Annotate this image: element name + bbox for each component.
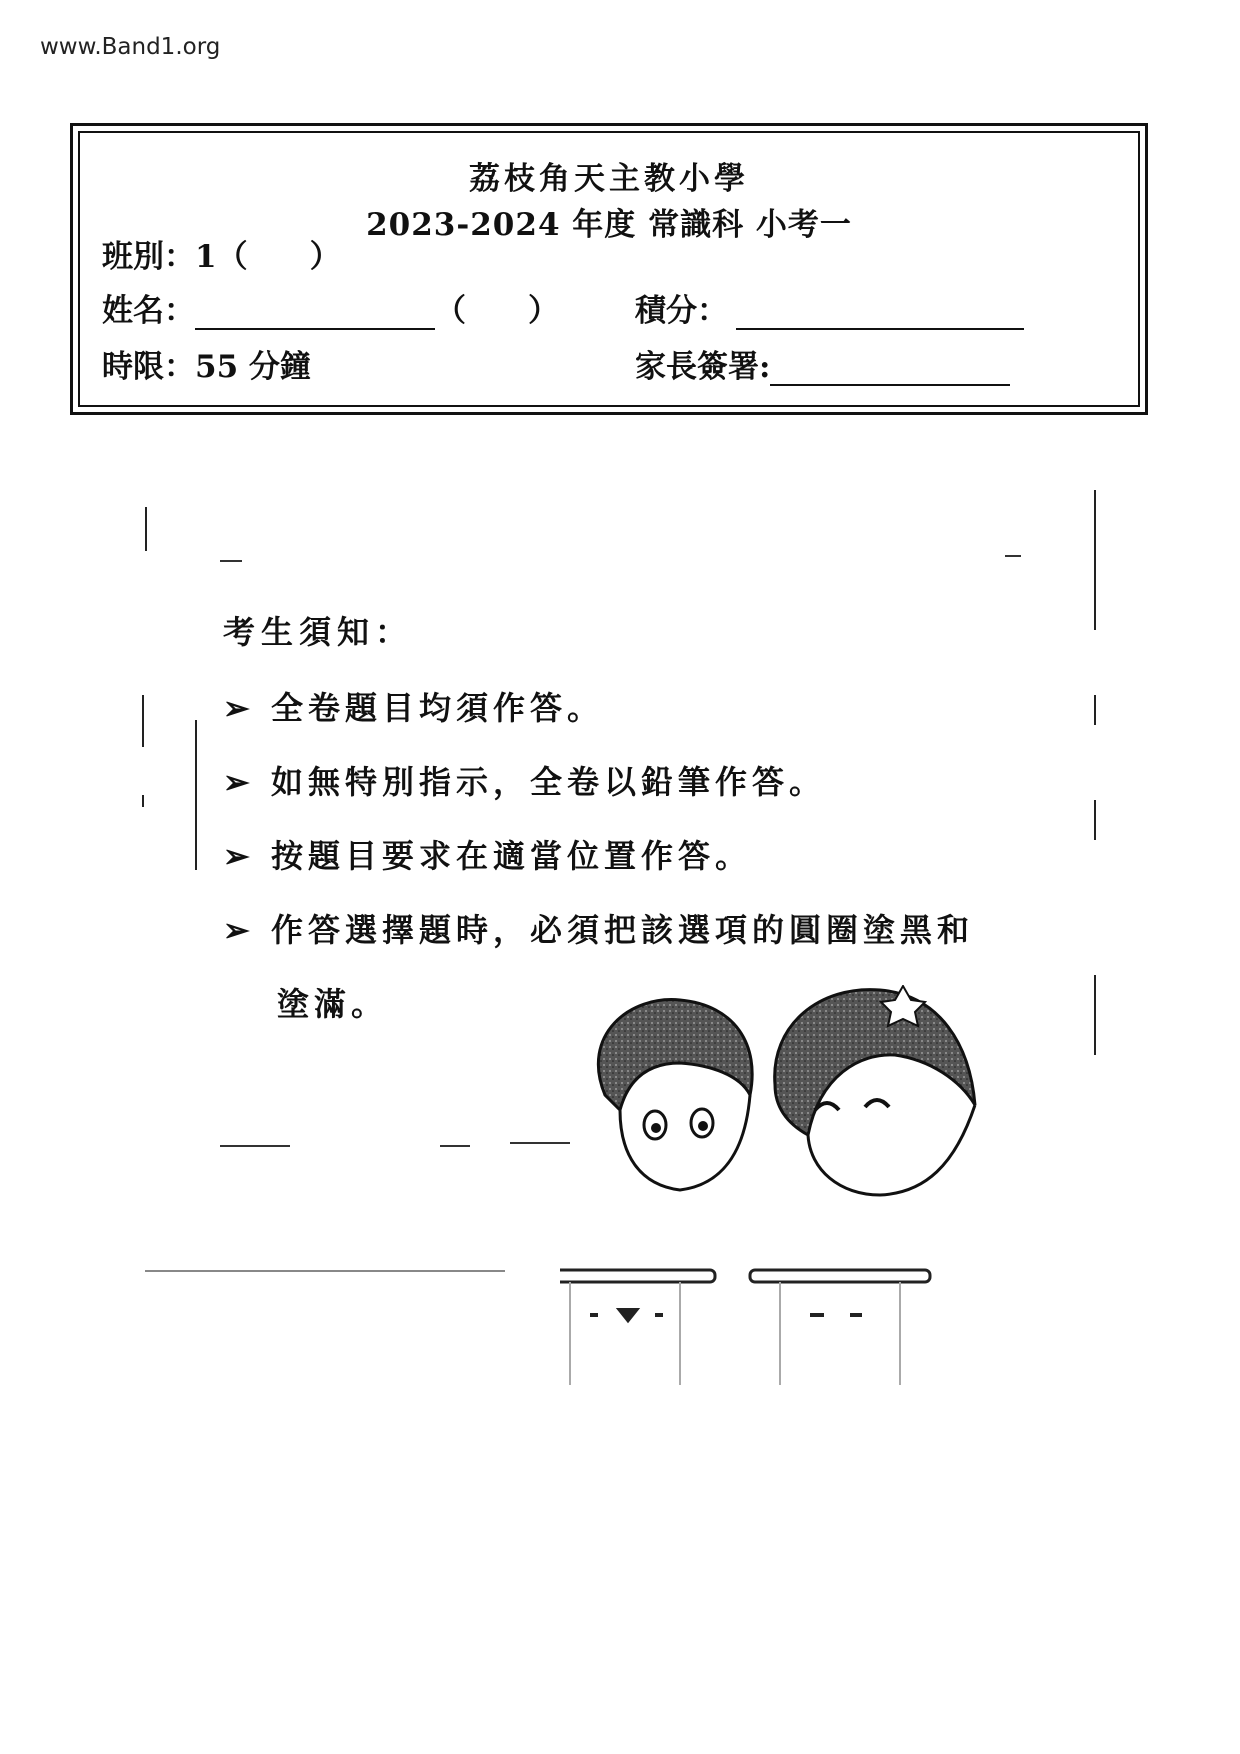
frame-line [142, 695, 144, 747]
notice-item-continuation: 塗滿。 [277, 985, 389, 1023]
girl-figure [750, 986, 975, 1385]
frame-dash [145, 1270, 505, 1272]
notice-item [223, 905, 974, 951]
name-blank[interactable] [195, 298, 435, 330]
class-number-paren: （ ） [435, 293, 559, 329]
notice-title: 考生須知： [223, 613, 414, 651]
frame-line [145, 507, 147, 551]
exam-title: 2023-2024 年度 常識科 小考一 [366, 207, 852, 243]
class-field [102, 231, 341, 276]
notice-item [223, 757, 826, 803]
parent-signature-field [635, 341, 1010, 386]
watermark: www.Band1.org [40, 34, 221, 60]
frame-line [1094, 800, 1096, 840]
frame-dash [1005, 555, 1021, 557]
notice-item [223, 683, 604, 729]
frame-line [142, 795, 144, 807]
arrow-bullet-icon: ➢ [223, 911, 255, 949]
arrow-bullet-icon: ➢ [223, 689, 255, 727]
exam-header [70, 123, 1148, 415]
notice-item-text: 作答選擇題時，必須把該選項的圓圈塗黑和 [271, 911, 975, 949]
frame-line [1094, 490, 1096, 630]
school-name: 荔枝角天主教小學 [469, 161, 749, 197]
arrow-bullet-icon: ➢ [223, 763, 255, 801]
notice-item [223, 831, 752, 877]
time-limit-text: 時限：55 分鐘 [102, 349, 311, 385]
two-students-at-desks-icon [560, 985, 1120, 1465]
parent-signature-blank[interactable] [770, 354, 1010, 386]
arrow-bullet-icon: ➢ [223, 837, 255, 875]
name-field [102, 285, 559, 330]
notice-item-text: 按題目要求在適當位置作答。 [271, 837, 753, 875]
score-label: 積分： [635, 293, 728, 329]
exam-header-inner-border [78, 131, 1140, 407]
notice-item-text: 全卷題目均須作答。 [271, 689, 605, 727]
frame-line [195, 720, 197, 870]
score-blank[interactable] [736, 298, 1024, 330]
time-limit [102, 341, 311, 386]
score-field [635, 285, 1024, 330]
notice-item-text: 如無特別指示，全卷以鉛筆作答。 [271, 763, 827, 801]
frame-line [1094, 695, 1096, 725]
name-label: 姓名： [102, 293, 195, 329]
parent-signature-label: 家長簽署: [635, 349, 771, 385]
class-label: 班別：1（ ） [102, 239, 341, 275]
frame-dash [220, 560, 242, 562]
frame-dash [440, 1145, 470, 1147]
frame-dash [220, 1145, 290, 1147]
boy-figure [560, 1000, 752, 1385]
